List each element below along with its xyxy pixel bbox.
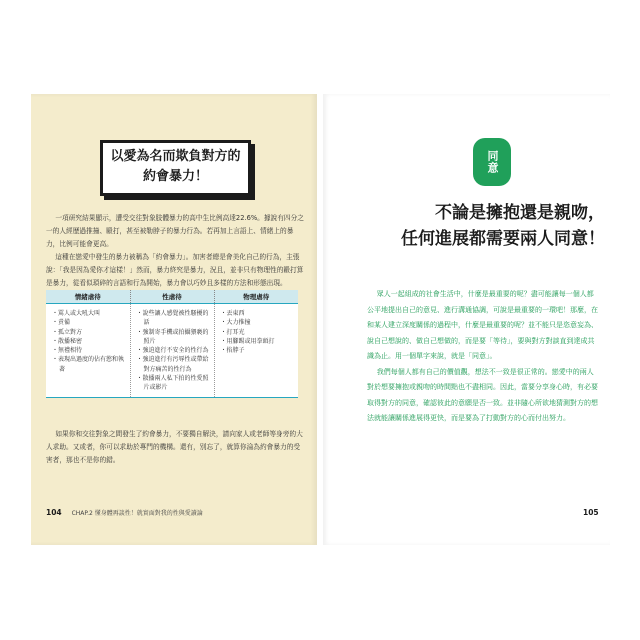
list-item: ・ 掐脖子 (221, 346, 295, 355)
paragraph-dating-violence: 這種在戀愛中發生的暴力被稱為「約會暴力」。加害者總是會美化自己的行為，主張說：「我是因為愛你才這樣！」然而，暴力終究是暴力，況且，並非只有物理性的毆打算是暴力，從看似瑣碎的言語和行為開始，暴力會以巧妙且多樣的方法和形態出現。 (46, 253, 304, 287)
headline (360, 200, 605, 252)
table-header-physical: 物理虐待 (214, 290, 298, 304)
table-header-sexual: 性虐待 (130, 290, 214, 304)
table-column-emotional (46, 304, 130, 398)
list-item: ・ 散播秘密 (52, 337, 126, 346)
list-item: ・ 散播兩人私下拍的性愛照片或影片 (137, 374, 210, 393)
list-item: ・ 丟東西 (221, 309, 295, 318)
closing-text (46, 428, 304, 467)
headline-line-1: 不論是擁抱還是親吻， (435, 203, 605, 223)
paragraph-values: 我們每個人都有自己的價值觀，想法不一致是很正常的。戀愛中的兩人對於想要擁抱或親吻的時間點也不盡相同。因此，當要分享身心時，有必要取得對方的同意，確認彼此的意願是否一致。並非隨心所欲地猜測對方的想法就能讓關係進展得更快，而是要為了打動對方的心而付出努力。 (367, 367, 598, 422)
paragraph-seek-help: 如果你和交往對象之間發生了約會暴力，不要獨自解決，請向家人或老師等身旁的大人求助。又或者，你可以求助於專門的機構。還有，別忘了，就算你淪為約會暴力的受害者，那也不是你的錯。 (46, 430, 303, 464)
left-page-footer (46, 508, 203, 518)
list-item: ・ 打耳光 (221, 328, 295, 337)
table-column-physical (214, 304, 298, 398)
list-item: ・ 表現出過度的佔有慾和執著 (52, 355, 126, 374)
section-title-line-1: 以愛為名而欺負對方的 (110, 149, 241, 164)
consent-badge-label: 同意 (486, 150, 499, 174)
consent-badge (473, 138, 511, 186)
page-number-left: 104 (46, 508, 62, 517)
list-item: ・ 用腳踢或用拳頭打 (221, 337, 295, 346)
headline-line-2: 任何進展都需要兩人同意！ (401, 229, 605, 249)
list-item: ・ 強迫進行不安全的性行為 (137, 346, 210, 355)
abuse-types-table (46, 290, 298, 398)
list-item: ・ 強制寄手機或拍攝猥褻的照片 (137, 328, 210, 347)
list-item: ・ 無禮相待 (52, 346, 126, 355)
list-item: ・ 大力推撞 (221, 318, 295, 327)
list-item: ・ 孤立對方 (52, 328, 126, 337)
list-item: ・ 說些讓人感覺被性騷擾的話 (137, 309, 210, 328)
list-item: ・ 強迫進行有污辱性或帶給對方痛苦的性行為 (137, 355, 210, 374)
consent-body-text (367, 287, 599, 427)
running-chapter-title: CHAP.2 懂身體再談性！就實面對我的性與愛讀論 (71, 510, 203, 517)
table-column-sexual (130, 304, 214, 398)
table-header-emotional: 情緒虐待 (46, 290, 130, 304)
section-title-box (100, 140, 251, 196)
paragraph-statistics: 一項研究結果顯示，遭受交往對象肢體暴力的高中生比例高達22.6%。據說有四分之一的人經歷過推撞、毆打，甚至被勒脖子的暴力行為。若再加上言語上、情緒上的暴力，比例可能會更高。 (46, 214, 304, 248)
section-title-line-2: 約會暴力！ (142, 169, 208, 184)
page-number-right: 105 (583, 508, 599, 517)
intro-text (46, 212, 304, 290)
list-item: ・ 罵人或大吼大叫 (52, 309, 126, 318)
paragraph-society: 眾人一起組成的社會生活中，什麼是最重要的呢？盡可能讓每一個人都公平地提出自己的意見、進行溝通協調，可說是最重要的一環吧！那麼，在和某人建立深度關係的過程中，什麼是最重要的呢？並不能只是恣意妄為、說自己想說的、做自己想做的，而是要「等待」，要與對方對談直到達成共識為止。用一個單字來說，就是「同意」。 (367, 290, 598, 360)
list-item: ・ 責備 (52, 318, 126, 327)
